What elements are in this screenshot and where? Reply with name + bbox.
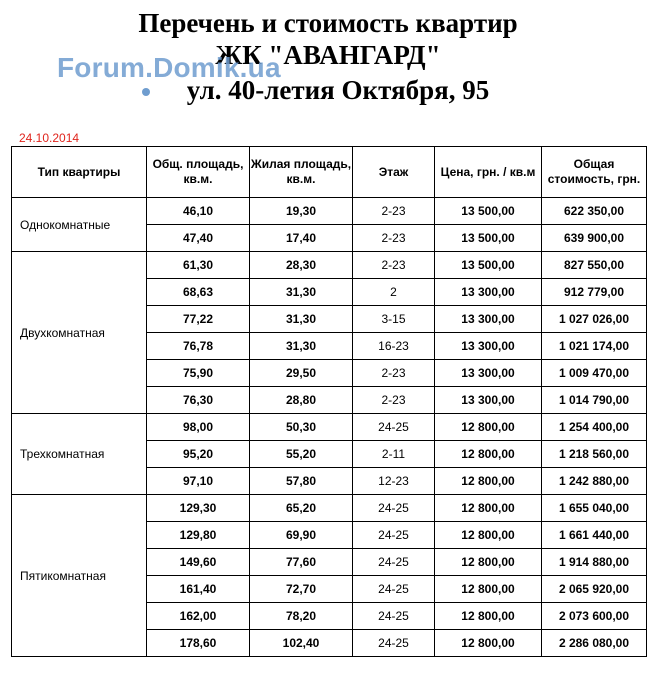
living-area-cell: 78,20 bbox=[250, 603, 353, 630]
total-cost-cell: 1 027 026,00 bbox=[542, 306, 647, 333]
column-header-total-area: Общ. площадь, кв.м. bbox=[147, 147, 250, 198]
living-area-cell: 65,20 bbox=[250, 495, 353, 522]
price-per-sqm-cell: 13 500,00 bbox=[435, 198, 542, 225]
living-area-cell: 55,20 bbox=[250, 441, 353, 468]
total-cost-cell: 2 073 600,00 bbox=[542, 603, 647, 630]
price-per-sqm-cell: 12 800,00 bbox=[435, 576, 542, 603]
living-area-cell: 31,30 bbox=[250, 333, 353, 360]
price-per-sqm-cell: 13 300,00 bbox=[435, 387, 542, 414]
total-cost-cell: 1 914 880,00 bbox=[542, 549, 647, 576]
total-cost-cell: 827 550,00 bbox=[542, 252, 647, 279]
total-cost-cell: 2 286 080,00 bbox=[542, 630, 647, 657]
total-cost-cell: 912 779,00 bbox=[542, 279, 647, 306]
total-area-cell: 98,00 bbox=[147, 414, 250, 441]
total-cost-cell: 622 350,00 bbox=[542, 198, 647, 225]
price-per-sqm-cell: 13 300,00 bbox=[435, 279, 542, 306]
total-cost-cell: 2 065 920,00 bbox=[542, 576, 647, 603]
floor-cell: 2-23 bbox=[353, 225, 435, 252]
table-row bbox=[12, 198, 647, 225]
living-area-cell: 31,30 bbox=[250, 306, 353, 333]
column-header-living-area: Жилая площадь, кв.м. bbox=[250, 147, 353, 198]
column-header-type: Тип квартиры bbox=[12, 147, 147, 198]
living-area-cell: 77,60 bbox=[250, 549, 353, 576]
total-area-cell: 149,60 bbox=[147, 549, 250, 576]
table-row bbox=[12, 252, 647, 279]
floor-cell: 2-11 bbox=[353, 441, 435, 468]
complex-name: ЖК "АВАНГАРД" bbox=[215, 40, 441, 70]
floor-cell: 2-23 bbox=[353, 252, 435, 279]
floor-cell: 2-23 bbox=[353, 360, 435, 387]
total-area-cell: 178,60 bbox=[147, 630, 250, 657]
price-per-sqm-cell: 13 300,00 bbox=[435, 306, 542, 333]
living-area-cell: 28,80 bbox=[250, 387, 353, 414]
price-per-sqm-cell: 13 500,00 bbox=[435, 252, 542, 279]
total-cost-cell: 639 900,00 bbox=[542, 225, 647, 252]
total-cost-cell: 1 218 560,00 bbox=[542, 441, 647, 468]
floor-cell: 2-23 bbox=[353, 198, 435, 225]
floor-cell: 16-23 bbox=[353, 333, 435, 360]
watermark-logo: Forum.Domik.ua bbox=[57, 52, 281, 83]
price-per-sqm-cell: 12 800,00 bbox=[435, 468, 542, 495]
total-cost-cell: 1 661 440,00 bbox=[542, 522, 647, 549]
price-per-sqm-cell: 12 800,00 bbox=[435, 630, 542, 657]
floor-cell: 24-25 bbox=[353, 495, 435, 522]
price-per-sqm-cell: 12 800,00 bbox=[435, 495, 542, 522]
total-cost-cell: 1 242 880,00 bbox=[542, 468, 647, 495]
floor-cell: 2-23 bbox=[353, 387, 435, 414]
total-area-cell: 162,00 bbox=[147, 603, 250, 630]
apartment-type-cell: Трехкомнатная bbox=[12, 414, 147, 495]
floor-cell: 2 bbox=[353, 279, 435, 306]
document-title: Перечень и стоимость квартир bbox=[138, 8, 518, 38]
total-cost-cell: 1 021 174,00 bbox=[542, 333, 647, 360]
total-cost-cell: 1 009 470,00 bbox=[542, 360, 647, 387]
floor-cell: 24-25 bbox=[353, 576, 435, 603]
living-area-cell: 28,30 bbox=[250, 252, 353, 279]
column-header-price-per-sqm: Цена, грн. / кв.м bbox=[435, 147, 542, 198]
floor-cell: 3-15 bbox=[353, 306, 435, 333]
living-area-cell: 17,40 bbox=[250, 225, 353, 252]
total-area-cell: 95,20 bbox=[147, 441, 250, 468]
living-area-cell: 69,90 bbox=[250, 522, 353, 549]
price-per-sqm-cell: 12 800,00 bbox=[435, 441, 542, 468]
floor-cell: 24-25 bbox=[353, 549, 435, 576]
total-area-cell: 161,40 bbox=[147, 576, 250, 603]
floor-cell: 12-23 bbox=[353, 468, 435, 495]
total-area-cell: 76,78 bbox=[147, 333, 250, 360]
table-body bbox=[12, 198, 647, 657]
total-cost-cell: 1 655 040,00 bbox=[542, 495, 647, 522]
apartment-type-cell: Пятикомнатная bbox=[12, 495, 147, 657]
total-area-cell: 77,22 bbox=[147, 306, 250, 333]
total-cost-cell: 1 254 400,00 bbox=[542, 414, 647, 441]
floor-cell: 24-25 bbox=[353, 414, 435, 441]
price-per-sqm-cell: 13 300,00 bbox=[435, 360, 542, 387]
total-area-cell: 97,10 bbox=[147, 468, 250, 495]
price-per-sqm-cell: 13 500,00 bbox=[435, 225, 542, 252]
total-area-cell: 61,30 bbox=[147, 252, 250, 279]
document-date: 24.10.2014 bbox=[19, 131, 80, 145]
living-area-cell: 50,30 bbox=[250, 414, 353, 441]
total-area-cell: 129,30 bbox=[147, 495, 250, 522]
living-area-cell: 102,40 bbox=[250, 630, 353, 657]
floor-cell: 24-25 bbox=[353, 522, 435, 549]
floor-cell: 24-25 bbox=[353, 603, 435, 630]
floor-cell: 24-25 bbox=[353, 630, 435, 657]
price-per-sqm-cell: 12 800,00 bbox=[435, 603, 542, 630]
table-header-row bbox=[12, 147, 647, 198]
living-area-cell: 57,80 bbox=[250, 468, 353, 495]
watermark-dot-icon bbox=[142, 88, 150, 96]
column-header-total-cost: Общая стоимость, грн. bbox=[542, 147, 647, 198]
table-row bbox=[12, 495, 647, 522]
price-per-sqm-cell: 12 800,00 bbox=[435, 522, 542, 549]
apartment-type-cell: Двухкомнатная bbox=[12, 252, 147, 414]
living-area-cell: 72,70 bbox=[250, 576, 353, 603]
address: ул. 40-летия Октября, 95 bbox=[186, 75, 490, 105]
total-area-cell: 47,40 bbox=[147, 225, 250, 252]
living-area-cell: 19,30 bbox=[250, 198, 353, 225]
total-area-cell: 75,90 bbox=[147, 360, 250, 387]
living-area-cell: 29,50 bbox=[250, 360, 353, 387]
price-per-sqm-cell: 13 300,00 bbox=[435, 333, 542, 360]
table-row bbox=[12, 414, 647, 441]
total-area-cell: 46,10 bbox=[147, 198, 250, 225]
total-area-cell: 68,63 bbox=[147, 279, 250, 306]
total-cost-cell: 1 014 790,00 bbox=[542, 387, 647, 414]
price-table bbox=[11, 146, 647, 657]
price-per-sqm-cell: 12 800,00 bbox=[435, 414, 542, 441]
total-area-cell: 76,30 bbox=[147, 387, 250, 414]
column-header-floor: Этаж bbox=[353, 147, 435, 198]
living-area-cell: 31,30 bbox=[250, 279, 353, 306]
price-per-sqm-cell: 12 800,00 bbox=[435, 549, 542, 576]
apartment-type-cell: Однокомнатные bbox=[12, 198, 147, 252]
total-area-cell: 129,80 bbox=[147, 522, 250, 549]
